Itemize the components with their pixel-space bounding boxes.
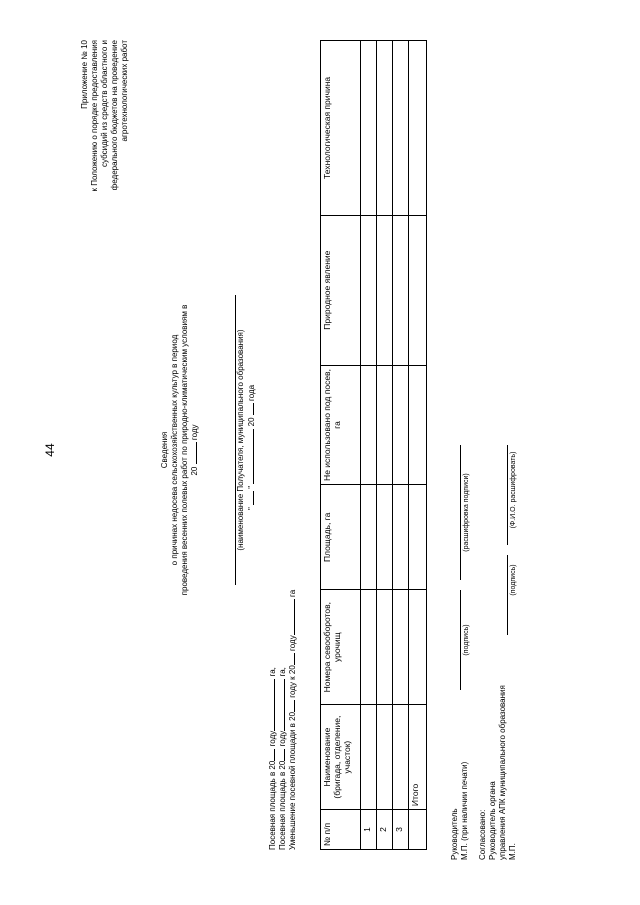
blank-line — [294, 599, 295, 635]
table-cell — [361, 705, 377, 810]
table-header: № п/п — [321, 810, 361, 850]
area-text: Посевная площадь в 20 — [278, 760, 287, 850]
table-cell — [409, 810, 427, 850]
head-sign-caption: (подпись) — [463, 624, 470, 656]
table-header: Площадь, га — [321, 485, 361, 590]
blank-line — [196, 442, 197, 464]
head-decode-caption: (расшифровка подписи) — [463, 473, 470, 552]
area-line-1 — [268, 550, 278, 850]
appendix-line: агротехнологических работ — [120, 40, 129, 142]
area-text: га, — [278, 667, 287, 677]
recipient-caption: (наименование Получателя, муниципального образования) — [236, 329, 245, 551]
table-cell — [409, 41, 427, 216]
table-cell — [377, 41, 393, 216]
table-cell — [377, 485, 393, 590]
table-cell — [409, 215, 427, 365]
table-cell — [377, 215, 393, 365]
table-cell — [393, 485, 409, 590]
table-row — [361, 41, 377, 850]
mp-label: М.П. — [508, 843, 517, 860]
area-text: году — [288, 635, 297, 651]
area-text: году к 20 — [288, 665, 297, 698]
organ-sign-line — [507, 555, 508, 635]
table-total-label: Итого — [409, 705, 427, 810]
table-header: Технологическая причина — [321, 41, 361, 216]
organ-decode-caption: (Ф.И.О. расшифровать) — [510, 451, 517, 529]
agreed-block — [478, 610, 518, 860]
organ-title-2: управления АПК муниципального образования — [498, 685, 507, 860]
year-suffix: году — [190, 424, 199, 441]
table-cell — [377, 705, 393, 810]
title-line: Сведения — [160, 431, 169, 469]
table-cell — [393, 365, 409, 485]
area-text: га — [288, 589, 297, 598]
table-cell — [361, 41, 377, 216]
recipient-date — [247, 310, 257, 510]
blank-line — [284, 749, 285, 761]
organ-decode-line — [507, 445, 508, 545]
table-cell — [393, 41, 409, 216]
table-cell — [409, 365, 427, 485]
table-header-row — [321, 41, 361, 850]
table-row — [377, 41, 393, 850]
table-total-row — [409, 41, 427, 850]
organ-sign-caption: (подпись) — [510, 564, 517, 596]
area-text: Посевная площадь в 20 — [268, 760, 277, 850]
table-header: Номера севооборотов, урочищ — [321, 590, 361, 705]
blank-line — [284, 679, 285, 731]
head-sign-line — [460, 590, 461, 690]
head-decode-line — [460, 445, 461, 580]
head-signature-label — [450, 660, 470, 860]
head-title: Руководитель — [450, 808, 459, 860]
area-text: га, — [268, 667, 277, 677]
document-title — [160, 285, 200, 615]
blank-line — [253, 491, 254, 505]
agreed-label: Согласовано: — [478, 809, 487, 860]
area-line-3 — [288, 550, 298, 850]
year-prefix: 20 — [247, 417, 256, 427]
table-cell — [377, 590, 393, 705]
appendix-line: субсидий из средств областного и — [100, 40, 109, 167]
area-text: году — [278, 730, 287, 747]
appendix-line: к Положению о порядке предоставления — [90, 40, 99, 192]
table-cell — [393, 590, 409, 705]
title-line: проведения весенних полевых работ по природно-климатическим условиям в — [180, 304, 189, 596]
table-cell: 1 — [361, 810, 377, 850]
table-cell: 3 — [393, 810, 409, 850]
table-header: Природное явление — [321, 215, 361, 365]
table-header: Наименование (бригада, отделение, участок) — [321, 705, 361, 810]
area-block — [268, 550, 298, 850]
year-prefix: 20 — [190, 466, 199, 476]
head-stamp: М.П. (при наличии печати) — [460, 761, 469, 860]
table-cell — [409, 590, 427, 705]
year-suffix: года — [247, 384, 256, 401]
table-cell: 2 — [377, 810, 393, 850]
appendix-block — [80, 40, 130, 265]
area-line-2 — [278, 550, 288, 850]
appendix-line: Приложение № 10 — [80, 40, 89, 109]
quote-open: " — [247, 507, 256, 510]
blank-line — [274, 749, 275, 761]
table-cell — [393, 705, 409, 810]
report-table — [320, 40, 427, 850]
organ-title: Руководитель органа — [488, 781, 497, 860]
table-header: Не использовано под посев, га — [321, 365, 361, 485]
table-cell — [377, 365, 393, 485]
area-text: Уменьшение посевной площади в 20 — [288, 711, 297, 850]
area-text: году — [268, 730, 277, 747]
title-line — [190, 285, 200, 615]
blank-line — [274, 679, 275, 731]
table-cell — [393, 215, 409, 365]
table-cell — [409, 485, 427, 590]
table-row — [393, 41, 409, 850]
appendix-line: федерального бюджетов на проведение — [110, 40, 119, 191]
title-line: о причинах недосева сельскохозяйственных культур в период — [170, 334, 179, 566]
table-cell — [361, 590, 377, 705]
recipient-line — [225, 295, 236, 585]
table-cell — [361, 365, 377, 485]
blank-line — [253, 403, 254, 415]
quote-close: " — [247, 485, 256, 489]
table-cell — [361, 485, 377, 590]
table-cell — [361, 215, 377, 365]
page-number: 44 — [43, 443, 57, 457]
blank-line — [253, 429, 254, 484]
blank-line — [294, 700, 295, 712]
blank-line — [294, 653, 295, 665]
